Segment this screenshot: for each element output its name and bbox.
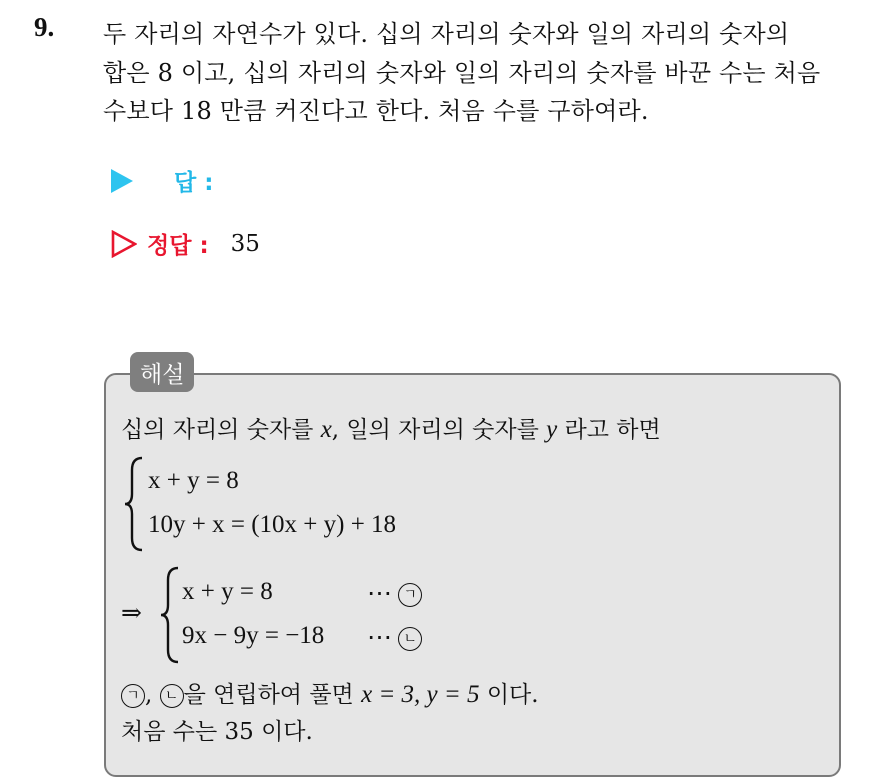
solve-result: x = 3, y = 5 xyxy=(361,681,480,708)
system2-eq2: 9x − 9y = −18 xyxy=(182,622,325,649)
question-number: 9. xyxy=(34,12,55,42)
circled-nieun-1: ㄴ xyxy=(398,627,422,651)
question-line-2: 합은 8 이고, 십의 자리의 숫자와 일의 자리의 숫자를 바꾼 수는 처음 xyxy=(103,59,821,87)
comma: , xyxy=(145,682,160,708)
ellipsis-1: ⋯ xyxy=(367,580,392,607)
solve-text: 을 연립하여 풀면 xyxy=(183,682,362,708)
correct-answer-value: 35 xyxy=(230,230,260,257)
circled-nieun-2: ㄴ xyxy=(160,684,184,708)
ellipsis-2: ⋯ xyxy=(367,624,392,651)
question-line-1: 두 자리의 자연수가 있다. 십의 자리의 숫자와 일의 자리의 숫자의 xyxy=(103,20,790,48)
explanation-intro xyxy=(121,411,661,444)
solve-line xyxy=(121,676,539,709)
var-y: y xyxy=(546,416,558,443)
conclusion-line: 처음 수는 35 이다. xyxy=(121,719,313,745)
circled-giyeok-1: ㄱ xyxy=(398,583,422,607)
intro-text-b: , 일의 자리의 숫자를 xyxy=(331,417,547,443)
system2-eq2-tag xyxy=(367,622,422,652)
question-line-3: 수보다 18 만큼 커진다고 한다. 처음 수를 구하여라. xyxy=(103,97,649,125)
implies-arrow: ⇒ xyxy=(121,600,142,627)
system2-eq1-tag xyxy=(367,578,422,608)
correct-answer-row xyxy=(111,227,260,260)
explanation-tab: 해설 xyxy=(130,352,194,392)
left-brace-2 xyxy=(158,566,182,664)
intro-text-a: 십의 자리의 숫자를 xyxy=(121,417,321,443)
system1-eq2: 10y + x = (10x + y) + 18 xyxy=(148,511,397,538)
var-x: x xyxy=(320,416,332,443)
left-brace-1 xyxy=(122,456,146,552)
correct-answer-label: 정답 : xyxy=(147,233,209,259)
solve-end: 이다. xyxy=(479,682,539,708)
intro-text-c: 라고 하면 xyxy=(557,417,661,443)
answer-row xyxy=(111,164,213,197)
circled-giyeok-2: ㄱ xyxy=(121,684,145,708)
system2-eq1: x + y = 8 xyxy=(182,578,273,605)
system1-eq1: x + y = 8 xyxy=(148,467,239,494)
play-outline-icon xyxy=(111,230,137,258)
answer-label: 답 : xyxy=(174,170,214,196)
play-icon xyxy=(111,169,133,193)
